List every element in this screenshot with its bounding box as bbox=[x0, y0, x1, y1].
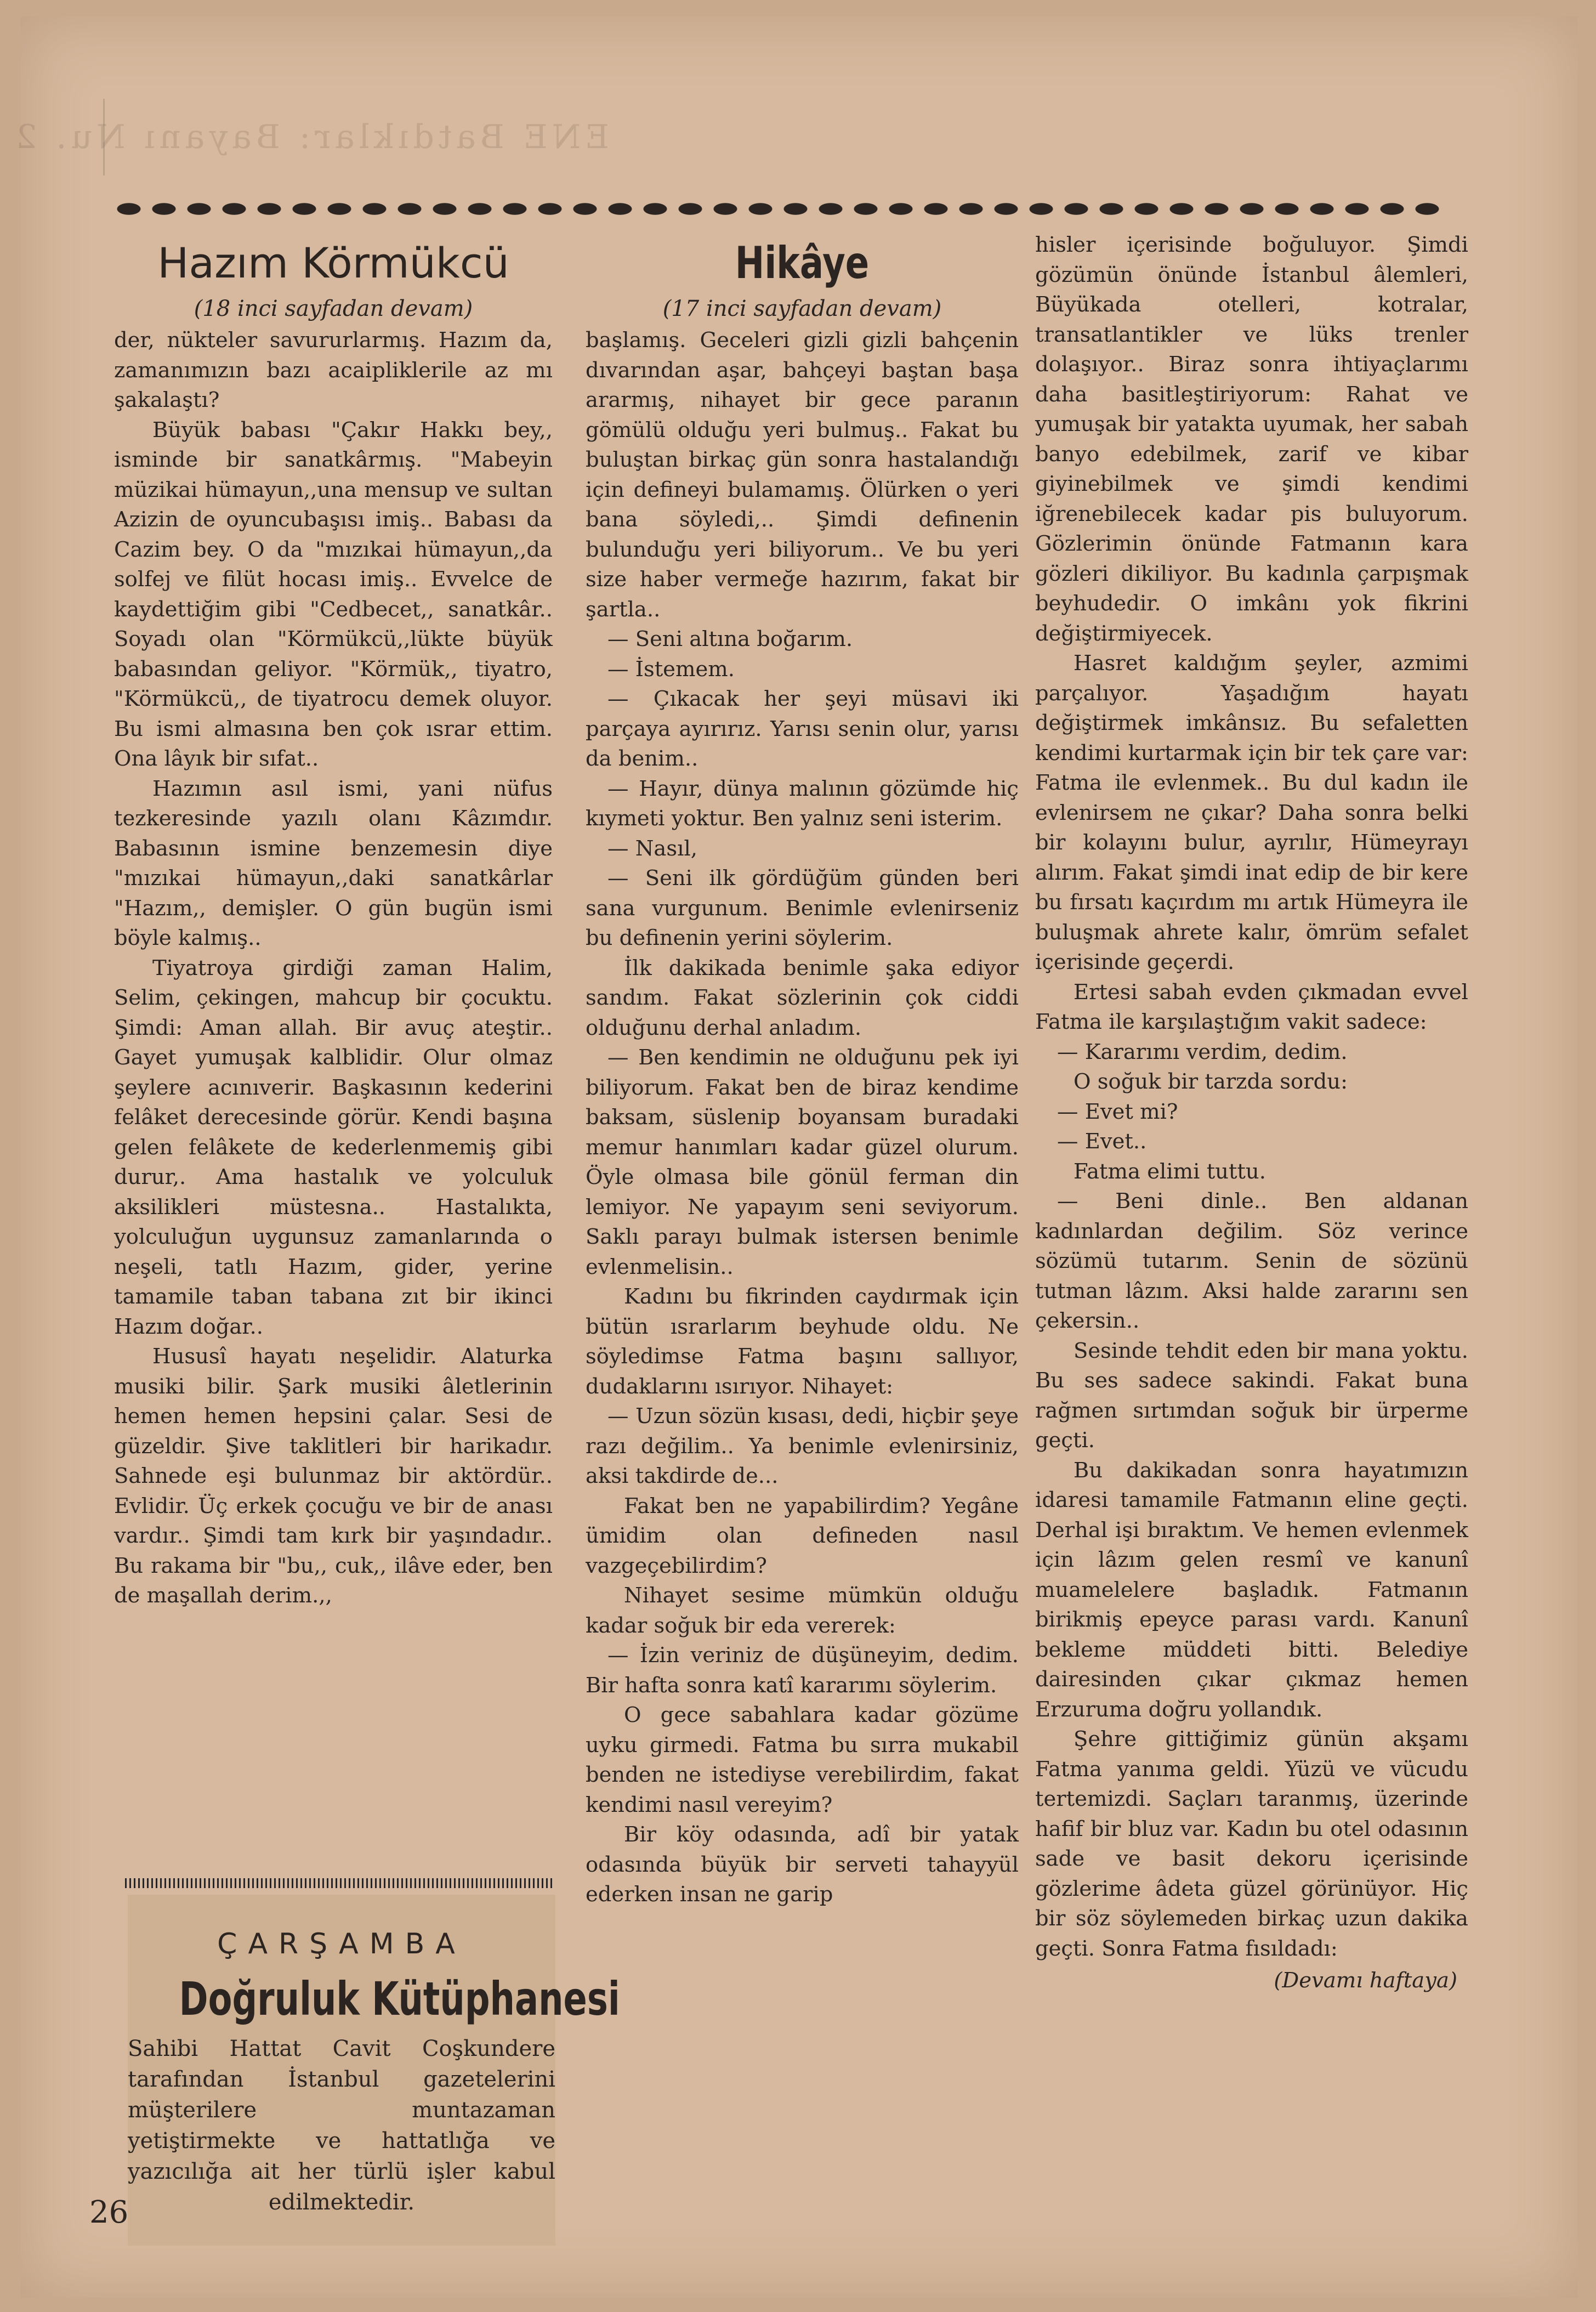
paragraph: Fatma elimi tuttu. bbox=[1074, 1159, 1266, 1184]
dialogue-line: — Evet.. bbox=[1057, 1129, 1147, 1154]
dialogue-line: — Evet mi? bbox=[1057, 1099, 1178, 1124]
middle-column bbox=[586, 236, 1019, 1910]
right-column bbox=[1035, 230, 1468, 1996]
dialogue-line: — Hayır, dünya malının gözümde hiç kıymeti yoktur. Ben yalnız seni isterim. bbox=[586, 776, 1019, 831]
paragraph: Nihayet sesime mümkün olduğu kadar soğuk bir eda vererek: bbox=[586, 1583, 1019, 1638]
paragraph: O soğuk bir tarzda sordu: bbox=[1074, 1069, 1348, 1094]
ad-shop-name: Doğruluk Kütüphanesi bbox=[179, 1972, 620, 2026]
paragraph: Bir köy odasında, adî bir yatak odasında büyük bir serveti tahayyül ederken insan ne garip bbox=[586, 1822, 1019, 1907]
continued-next-week: (Devamı haftaya) bbox=[1274, 1968, 1457, 1993]
continuation-note: (18 inci sayfadan devam) bbox=[194, 296, 473, 321]
dialogue-line: — Ben kendimin ne olduğunu pek iyi biliyorum. Fakat ben de biraz kendime baksam, süslenip boyansam buradaki memur hanımları kadar güzel olurum. Öyle olmasa bile gönül ferman din lemiyor. Ne yapayım seni seviyorum. Saklı parayı bulmak istersen benimle evlenmelisin.. bbox=[586, 1045, 1019, 1279]
ad-body: Sahibi Hattat Cavit Coşkundere tarafından İstanbul gazetelerini müşterilere muntazaman yetiştirmekte ve hattatlığa ve yazıcılığa ait her türlü işler kabul edilmektedir. bbox=[128, 2036, 555, 2215]
paragraph: Tiyatroya girdiği zaman Halim, Selim, çekingen, mahcup bir çocuktu. Şimdi: Aman allah. Bir avuç ateştir.. Gayet yumuşak kalblidir. Olur olmaz şeylere acınıverir. Başkasının kederini felâket derecesinde görür. Kendi başına gelen felâkete de kederlenmemiş gibi durur,. Ama hastalık ve yolculuk aksilikleri müstesna.. Hastalıkta, yolculuğun uygunsuz zamanlarında o neşeli, tatlı Hazım, gider, yerine tamamile taban tabana zıt bir ikinci Hazım doğar.. bbox=[114, 955, 553, 1339]
dotted-rule bbox=[125, 1878, 553, 1888]
paragraph: Fakat ben ne yapabilirdim? Yegâne ümidim olan defineden nasıl vazgeçebilirdim? bbox=[586, 1493, 1019, 1578]
paragraph: O gece sabahlara kadar gözüme uyku girmedi. Fatma bu sırra mukabil benden ne istediyse verebilirdim, fakat kendimi nasıl vereyim? bbox=[586, 1703, 1019, 1817]
dialogue-line: — İzin veriniz de düşüneyim, dedim. Bir hafta sonra katî kararımı söylerim. bbox=[586, 1643, 1019, 1698]
dialogue-line: — Uzun sözün kısası, dedi, hiçbir şeye razı değilim.. Ya benimle evlenirsiniz, aksi takdirde de... bbox=[586, 1404, 1019, 1488]
dialogue-line: — Beni dinle.. Ben aldanan kadınlardan değilim. Söz verince sözümü tutarım. Senin de sözünü tutman lâzım. Aksi halde zararını sen çekersin.. bbox=[1035, 1189, 1468, 1333]
paragraph: Sesinde tehdit eden bir mana yoktu. Bu ses sadece sakindi. Fakat buna rağmen sırtımdan soğuk bir ürperme geçti. bbox=[1035, 1338, 1468, 1453]
paragraph: Hasret kaldığım şeyler, azmimi parçalıyor. Yaşadığım hayatı değiştirmek imkânsız. Bu sefaletten kendimi kurtarmak için bir tek çare var: Fatma ile evlenmek.. Bu dul kadın ile evlenirsem ne çıkar? Daha sonra belki bir kolayını bulur, ayrılır, Hümeyrayı alırım. Fakat şimdi inat edip de bir kere bu fırsatı kaçırdım mı artık Hümeyra ile buluşmak ahrete kalır, ömrüm sefalet içerisinde geçerdi. bbox=[1035, 651, 1468, 974]
paragraph: Şehre gittiğimiz günün akşamı Fatma yanıma geldi. Yüzü ve vücudu tertemizdi. Saçları taranmış, üzerinde hafif bir bluz var. Kadın bu otel odasının sade ve basit dekoru içerisinde gözlerime âdeta güzel görünüyor. Hiç bir söz söylemeden birkaç uzun dakika geçti. Sonra Fatma fısıldadı: bbox=[1035, 1727, 1468, 1961]
ornamental-border bbox=[111, 197, 1449, 220]
article-title-hazim: Hazım Körmükcü bbox=[157, 239, 509, 287]
article-title-hikaye: Hikâye bbox=[735, 237, 870, 288]
continuation-note: (17 inci sayfadan devam) bbox=[662, 296, 942, 321]
dialogue-line: — Seni altına boğarım. bbox=[607, 627, 853, 651]
bleed-through-header: ENE Batdıklar: Bayanı Nu. 2 bbox=[103, 99, 609, 175]
paragraph: der, nükteler savururlarmış. Hazım da, zamanımızın bazı acaipliklerile az mı şakalaştı? bbox=[114, 328, 553, 412]
paragraph: Hazımın asıl ismi, yani nüfus tezkeresinde yazılı olanı Kâzımdır. Babasının ismine benzemesin diye "mızıkai hümayun,,daki sanatkârlar "Hazım,, demişler. O gün bugün ismi böyle kalmış.. bbox=[114, 776, 553, 950]
paragraph: İlk dakikada benimle şaka ediyor sandım. Fakat sözlerinin çok ciddi olduğunu derhal anladım. bbox=[586, 955, 1019, 1040]
ad-day: ÇARŞAMBA bbox=[217, 1928, 466, 1960]
paragraph: hisler içerisinde boğuluyor. Şimdi gözümün önünde İstanbul âlemleri, Büyükada otelleri, kotralar, transatlantikler ve lüks trenler dolaşıyor.. Biraz sonra ihtiyaçlarımı daha basitleştiriyorum: Rahat ve yumuşak bir yatakta uyumak, her sabah banyo edebilmek, zarif ve kibar giyinebilmek ve şimdi kendimi iğrenebilecek kadar pis buluyorum. Gözlerimin önünde Fatmanın kara gözleri dikiliyor. Bu kadınla çarpışmak beyhudedir. O imkânı yok fikrini değiştirmiyecek. bbox=[1035, 233, 1468, 646]
paragraph: başlamış. Geceleri gizli gizli bahçenin dıvarından aşar, bahçeyi baştan başa ararmış, nihayet bir gece paranın gömülü olduğu yeri bulmuş.. Fakat bu buluştan birkaç gün sonra hastalandığı için defineyi bulamamış. Ölürken o yeri bana söyledi,.. Şimdi definenin bulunduğu yeri biliyorum.. Ve bu yeri size haber vermeğe hazırım, fakat bir şartla.. bbox=[586, 328, 1019, 622]
dialogue-line: — Kararımı verdim, dedim. bbox=[1057, 1039, 1348, 1064]
page-number: 26 bbox=[89, 2195, 129, 2230]
dialogue-line: — Seni ilk gördüğüm günden beri sana vurgunum. Benimle evlenirseniz bu definenin yerini söylerim. bbox=[586, 866, 1019, 950]
paragraph: Hususî hayatı neşelidir. Alaturka musiki bilir. Şark musiki âletlerinin hemen hemen hepsini çalar. Sesi de güzeldir. Şive taklitleri bir harikadır. Sahnede eşi bulunmaz bir aktördür.. Evlidir. Üç erkek çocuğu ve bir de anası vardır.. Şimdi tam kırk bir yaşındadır.. Bu rakama bir "bu,, cuk,, ilâve eder, ben de maşallah derim.,, bbox=[114, 1344, 553, 1608]
magazine-page bbox=[12, 16, 1578, 2298]
dialogue-line: — Nasıl, bbox=[607, 836, 698, 861]
paragraph: Ertesi sabah evden çıkmadan evvel Fatma ile karşılaştığım vakit sadece: bbox=[1035, 979, 1468, 1034]
dialogue-line: — İstemem. bbox=[607, 656, 735, 682]
paragraph: Bu dakikadan sonra hayatımızın idaresi tamamile Fatmanın eline geçti. Derhal işi bıraktım. Ve hemen evlenmek için lâzım gelen resmî ve kanunî muamelelere başladık. Fatmanın birikmiş epeyce parası vardı. Kanunî bekleme müddeti bitti. Belediye dairesinden çıkar çıkmaz hemen Erzuruma doğru yollandık. bbox=[1035, 1458, 1468, 1722]
advertisement-box bbox=[128, 1895, 620, 2246]
left-column bbox=[114, 236, 553, 1611]
paragraph: Büyük babası "Çakır Hakkı bey,, isminde bir sanatkârmış. "Mabeyin müzikai hümayun,,una mensup ve sultan Azizin de oyuncubaşısı imiş.. Babası da Cazim bey. O da "mızıkai hümayun,,da solfej ve filüt hocası imiş.. Evvelce de kaydettiğim gibi "Cedbecet,, sanatkâr.. Soyadı olan "Körmükcü,,lükte büyük babasından geliyor. "Körmük,, tiyatro, "Körmükcü,, de tiyatrocu demek oluyor. Bu ismi almasına ben çok ısrar ettim. Ona lâyık bir sıfat.. bbox=[114, 417, 553, 771]
paragraph: Kadını bu fikrinden caydırmak için bütün ısrarlarım beyhude oldu. Ne söyledimse Fatma başını sallıyor, dudaklarını ısırıyor. Nihayet: bbox=[586, 1284, 1019, 1399]
dialogue-line: — Çıkacak her şeyi müsavi iki parçaya ayırırız. Yarısı senin olur, yarısı da benim.. bbox=[586, 687, 1019, 771]
